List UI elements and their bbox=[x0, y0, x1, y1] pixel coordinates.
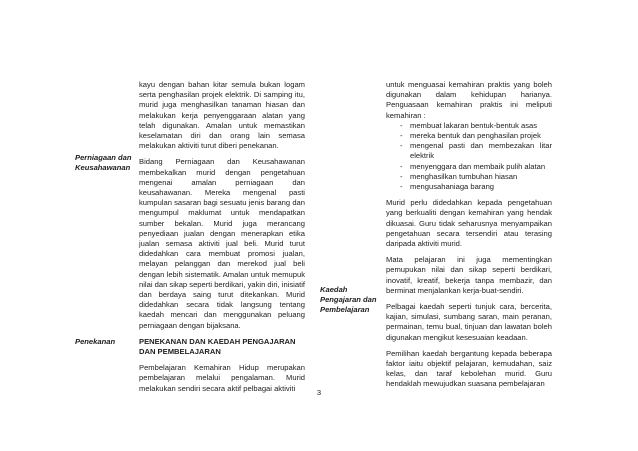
section-heading: PENEKANAN DAN KAEDAH PENGAJARAN DAN PEMBELAJARAN bbox=[139, 336, 296, 357]
list-item: - mengenal pasti dan membezakan litar elektrik bbox=[400, 141, 552, 161]
list-item: - mengusahaniaga barang bbox=[400, 182, 552, 192]
right-column bbox=[386, 80, 552, 390]
kaedah-side-label: Kaedah Pengajaran dan Pembelajaran bbox=[320, 285, 377, 315]
perniagaan-side-label: Perniagaan dan Keusahawanan bbox=[75, 153, 132, 173]
list-item: - mereka bentuk dan penghasilan projek bbox=[400, 131, 552, 141]
list-item: - menyenggara dan membaik pulih alatan bbox=[400, 162, 552, 172]
penekanan-side-label: Penekanan bbox=[75, 337, 116, 346]
skills-list bbox=[386, 121, 552, 192]
pengetahuan-paragraph: Murid perlu didedahkan kepada pengetahuan yang berkualiti dengan kemahiran yang hendak dikuasai. Guru tidak seharusnya menyampaikan pengetahuan secara tersendiri atau terasing daripada aktiviti murid. bbox=[386, 198, 552, 249]
left-column bbox=[139, 80, 305, 394]
perniagaan-paragraph: Bidang Perniagaan dan Keusahawanan membekalkan murid dengan pengetahuan mengenai amalan perniagaan dan keusahawanan. Mereka mengenal pasti kumpulan sasaran bagi sesuatu jenis barang dan mengumpul maklumat untuk mendapatkan sumber bekalan. Murid juga merancang penyediaan jualan dengan menerapkan etika jualan semasa aktiviti jual beli. Murid turut didedahkan cara membuat promosi jualan, melayan pelanggan dan merekod jual beli dengan lebih sistematik. Amalan untuk memupuk nilai dan sikap seperti berdikari, yakin diri, inisiatif dan berdaya saing turut ditekankan. Murid didedahkan secara tidak langsung tentang kaedah mencari dan menggunakan peluang perniagaan dengan bijaksana. bbox=[139, 157, 305, 330]
pemilihan-paragraph: Pemilihan kaedah bergantung kepada beberapa faktor iaitu objektif pelajaran, kemudahan, saiz kelas, dan taraf kebolehan murid. Guru hendaklah mewujudkan suasana pembelajaran bbox=[386, 348, 552, 389]
list-item: - membuat lakaran bentuk-bentuk asas bbox=[400, 121, 552, 131]
kaedah-paragraph: Pelbagai kaedah seperti tunjuk cara, bercerita, kajian, simulasi, sumbang saran, main peranan, permainan, temu bual, tinjuan dan lawatan boleh digunakan mengikut kesesuaian keadaan. bbox=[386, 302, 552, 342]
penekanan-paragraph: Pembelajaran Kemahiran Hidup merupakan pembelajaran melalui pengalaman. Murid melakukan sendiri secara aktif pelbagai aktiviti bbox=[139, 363, 305, 393]
left-intro-paragraph: kayu dengan bahan kitar semula bukan logam serta penghasilan projek elektrik. Di samping itu, murid juga menghasilkan tanaman hiasan dan melakukan kerja penyenggaraan alatan yang telah digunakan. Amalan untuk memastikan keselamatan diri dan orang lain semasa melakukan aktiviti turut diberi penekanan. bbox=[139, 80, 305, 151]
list-item: - menghasilkan tumbuhan hiasan bbox=[400, 172, 552, 182]
mata-pelajaran-paragraph: Mata pelajaran ini juga mementingkan pemupukan nilai dan sikap seperti berdikari, inovatif, kreatif, bekerja tanpa membazir, dan berminat menjalankan kerja-buat-sendiri. bbox=[386, 255, 552, 295]
right-intro-paragraph: untuk menguasai kemahiran praktis yang boleh digunakan dalam kehidupan harianya. Penguasaan kemahiran praktis ini meliputi kemahiran : bbox=[386, 80, 552, 120]
page-number: 3 bbox=[316, 388, 322, 397]
